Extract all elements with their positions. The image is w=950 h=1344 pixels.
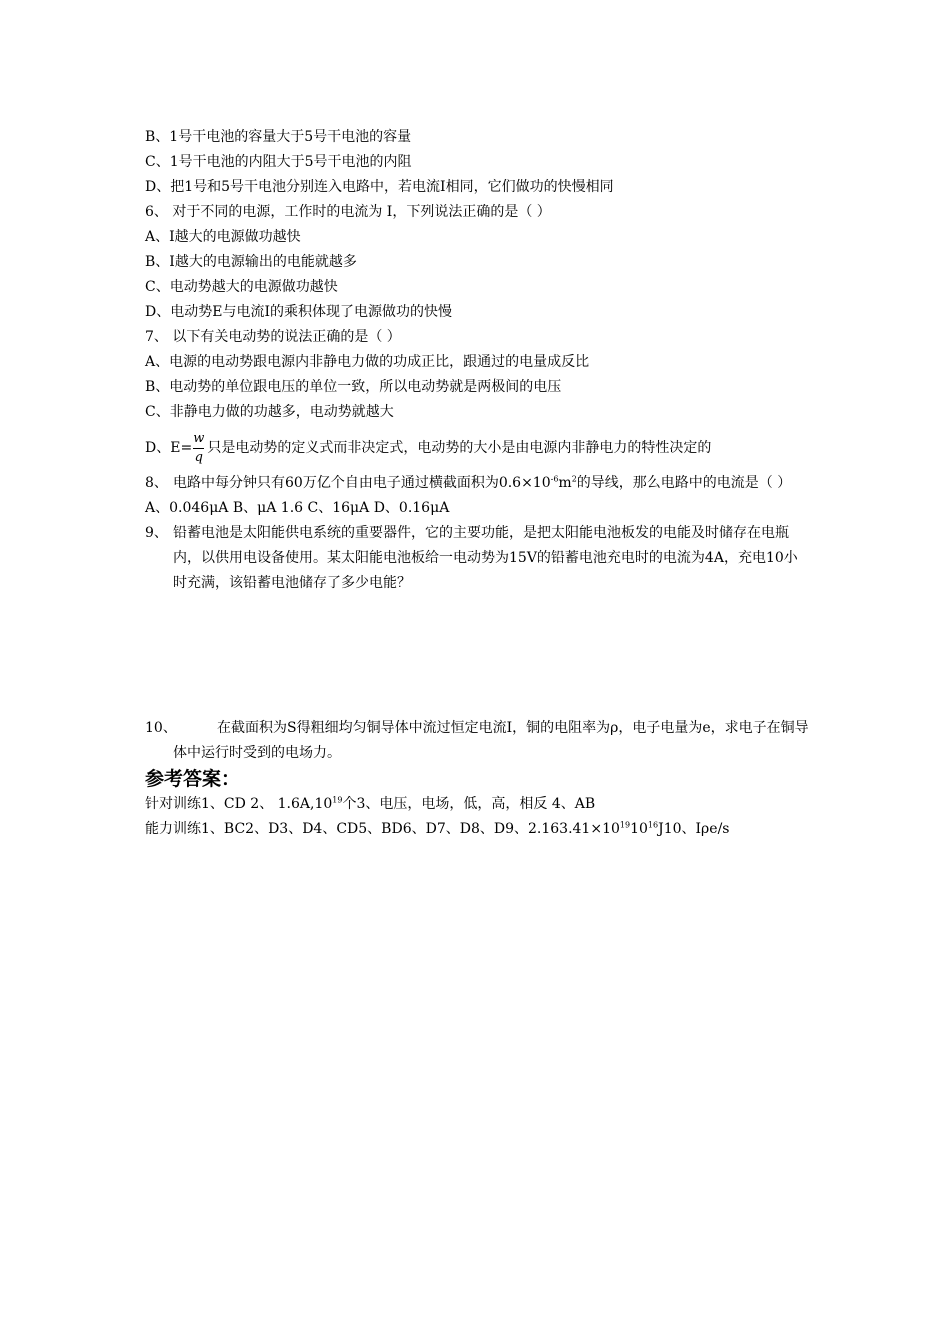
question-8-text-a: 电路中每分钟只有60万亿个自由电子通过横截面积为0.6×10 [173,475,551,491]
option-6b: B、I越大的电源输出的电能就越多 [145,254,357,270]
answers-line-2-exponent-2: 16 [647,820,659,830]
document-page [145,125,810,842]
answers-heading: 参考答案： [145,768,241,790]
option-6a: A、I越大的电源做功越快 [145,229,301,245]
fraction-numerator: w [193,430,205,446]
answers-line-2-exponent-1: 19 [619,820,631,830]
option-5d: D、把1号和5号干电池分别连入电路中，若电流I相同，它们做功的快慢相同 [145,179,614,195]
question-lines-top [145,125,810,425]
question-8 [145,471,810,496]
option-7b: B、电动势的单位跟电压的单位一致，所以电动势就是两极间的电压 [145,379,562,395]
answers-line-1-exponent: 19 [332,795,343,805]
answers-line-2-mid: 10 [630,821,648,837]
answers-line-1-b: 个3、电压，电场，低，高，相反 4、AB [342,796,596,812]
question-9-text: 铅蓄电池是太阳能供电系统的重要器件，它的主要功能，是把太阳能电池板发的电能及时储存在电瓶内，以供用电设备使用。某太阳能电池板给一电动势为15V的铅蓄电池充电时的电流为4A，充电10小时充满，该铅蓄电池储存了多少电能？ [173,525,798,591]
fraction-bar [193,448,204,449]
fraction-denominator: q [194,449,203,465]
question-10-number: 10、 [145,720,177,736]
question-8-unit: m [558,475,572,491]
question-8-text-c: 的导线，那么电路中的电流是（ ） [576,475,792,491]
fraction-w-over-q [193,432,204,465]
option-7a: A、电源的电动势跟电源内非静电力做的功成正比，跟通过的电量成反比 [145,354,590,370]
question-6: 6、 对于不同的电源，工作时的电流为 I，下列说法正确的是（ ） [145,204,551,220]
option-6c: C、电动势越大的电源做功越快 [145,279,338,295]
answers-line-2-b: J10、Iρe/s [658,821,730,837]
question-9 [145,521,810,596]
option-5b: B、1号干电池的容量大于5号干电池的容量 [145,129,412,145]
question-8-number: 8、 [145,475,168,491]
option-5c: C、1号干电池的内阻大于5号干电池的内阻 [145,154,412,170]
answers-line-1 [145,792,810,817]
question-10 [145,716,810,766]
question-8-options: A、0.046μA B、μA 1.6 C、16μA D、0.16μA [145,500,450,516]
answers-line-1-a: 针对训练1、CD 2、 1.6A,10 [145,796,333,812]
option-7d [145,425,810,471]
option-7d-prefix: D、E= [145,440,193,456]
answer-space [145,596,810,716]
question-8-exponent: -6 [550,474,559,484]
option-6d: D、电动势E与电流I的乘积体现了电源做功的快慢 [145,304,452,320]
answers-line-2-a: 能力训练1、BC2、D3、D4、CD5、BD6、D7、D8、D9、2.163.41×10 [145,821,620,837]
answers-line-2 [145,817,810,842]
question-10-text: 在截面积为S得粗细均匀铜导体中流过恒定电流I，铜的电阻率为ρ，电子电量为e，求电子在铜导体中运行时受到的电场力。 [173,720,809,761]
question-8-unit-exponent: 2 [571,474,577,484]
option-7c: C、非静电力做的功越多，电动势就越大 [145,404,394,420]
option-7d-text: 只是电动势的定义式而非决定式，电动势的大小是由电源内非静电力的特性决定的 [207,440,712,456]
question-7: 7、 以下有关电动势的说法正确的是（ ） [145,329,401,345]
question-9-number: 9、 [145,525,168,541]
